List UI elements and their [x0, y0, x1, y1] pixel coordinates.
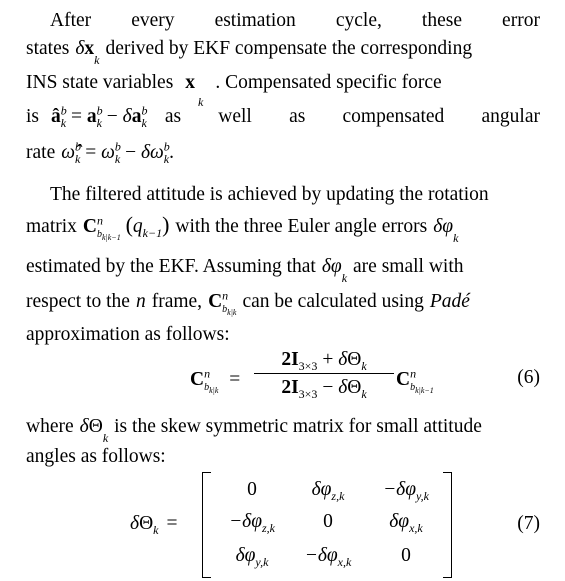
word: compensated — [342, 105, 445, 127]
matrix-cell: 0 — [401, 545, 411, 566]
text: angles as follows: — [26, 445, 166, 467]
text: respect to the — [26, 290, 130, 312]
p1-line5 — [26, 136, 540, 164]
text: derived by EKF compensate the corresponding — [105, 37, 473, 59]
delta-x-symbol: δx — [75, 37, 95, 59]
word: cycle, — [335, 9, 382, 31]
text: states — [26, 37, 70, 59]
text: The filtered attitude is achieved by updating the rotation — [50, 183, 489, 205]
delta-theta-symbol: δ — [79, 415, 89, 437]
text: with the three Euler angle errors — [175, 215, 428, 237]
p1-line4 — [26, 100, 540, 128]
delta-phi-symbol: δφ — [321, 255, 342, 277]
text: rate — [26, 141, 56, 163]
angular-rate-formula: ω̂$^b_k$ = $\omega^b_k - \delta\omega^b_k$ — [61, 139, 170, 166]
text: . — [169, 141, 174, 163]
equation-number: (7) — [517, 513, 540, 534]
word: every — [131, 9, 175, 31]
p1-line1 — [26, 4, 540, 32]
text: estimated by the EKF. Assuming that — [26, 255, 316, 277]
matrix-cell: $-\delta\varphi_{y,k}$ — [382, 479, 429, 503]
word: these — [421, 9, 462, 31]
matrix-cell: 0 — [323, 511, 333, 532]
eq7-lhs: $\delta\Theta_k$ = — [130, 513, 178, 537]
text: matrix — [26, 215, 77, 237]
text: INS state variables — [26, 71, 174, 93]
p3-line1: where δ Θ k is the skew symmetric matrix for small attitude — [26, 415, 482, 445]
p2-line2: matrix $C^n_{b_{k|k-1}}$ $(q_{k-1})$ with the three Euler angle errors δφ k — [26, 211, 459, 245]
word: as — [289, 105, 306, 127]
left-bracket — [202, 472, 211, 578]
word: error — [502, 9, 540, 31]
specific-force-formula: $â^b_k = a^b_k - \delta a^b_k$ — [51, 103, 148, 130]
p1-line2: states δx k derived by EKF compensate the corresponding — [26, 37, 473, 67]
delta-phi-symbol: δφ — [433, 215, 454, 237]
text: are small with — [353, 255, 464, 277]
text: is the skew symmetric matrix for small attitude — [114, 415, 482, 437]
matrix-cell: $-\delta\varphi_{z,k}$ — [228, 511, 275, 535]
matrix-cell: $\delta\varphi_{z,k}$ — [311, 479, 345, 503]
skew-matrix — [202, 472, 452, 576]
p2-line3: estimated by the EKF. Assuming that δφ k are small with — [26, 255, 464, 285]
word: After — [50, 9, 92, 31]
text: where — [26, 415, 74, 437]
rotation-matrix-formula: $C^n_{b_{k|k-1}}$ $(q_{k-1})$ — [82, 211, 170, 242]
p2-line1 — [26, 178, 540, 206]
word: as — [164, 105, 182, 127]
text: can be calculated using — [242, 290, 424, 312]
word: angular — [481, 105, 540, 127]
text: approximation as follows: — [26, 323, 230, 345]
eq6-lhs: $C^n_{b_{k|k}}$ = — [190, 366, 241, 395]
matrix-cell: 0 — [247, 479, 257, 500]
equation-7 — [26, 472, 540, 578]
eq6-fraction: $2I_{3\times 3} + \delta\Theta_k$ $2I_{3\times 3} - \delta\Theta_k$ — [254, 348, 394, 400]
text: frame, — [151, 290, 203, 312]
equation-6 — [26, 348, 540, 412]
p1-line3: INS state variables x $_k$ . Compensated specific force — [26, 71, 442, 109]
matrix-cell: $\delta\varphi_{y,k}$ — [235, 545, 269, 569]
word: well — [218, 105, 252, 127]
p2-line5 — [26, 318, 540, 346]
matrix-cell: $\delta\varphi_{x,k}$ — [389, 511, 423, 535]
x-symbol: x — [185, 71, 196, 93]
c-bkk-symbol: $C^n_{b_{k|k}}$ — [208, 288, 237, 317]
matrix-cell: $-\delta\varphi_{x,k}$ — [304, 545, 352, 569]
eq6-rhs: $C^n_{b_{k|k-1}}$ — [396, 366, 434, 395]
text: is — [26, 105, 40, 127]
pade-text: Padé — [429, 290, 470, 312]
n-symbol: n — [135, 290, 146, 312]
p2-line4 — [26, 285, 540, 317]
equation-number: (6) — [517, 367, 540, 388]
text: . Compensated specific force — [215, 71, 442, 93]
p3-line2 — [26, 440, 540, 468]
word: estimation — [214, 9, 296, 31]
